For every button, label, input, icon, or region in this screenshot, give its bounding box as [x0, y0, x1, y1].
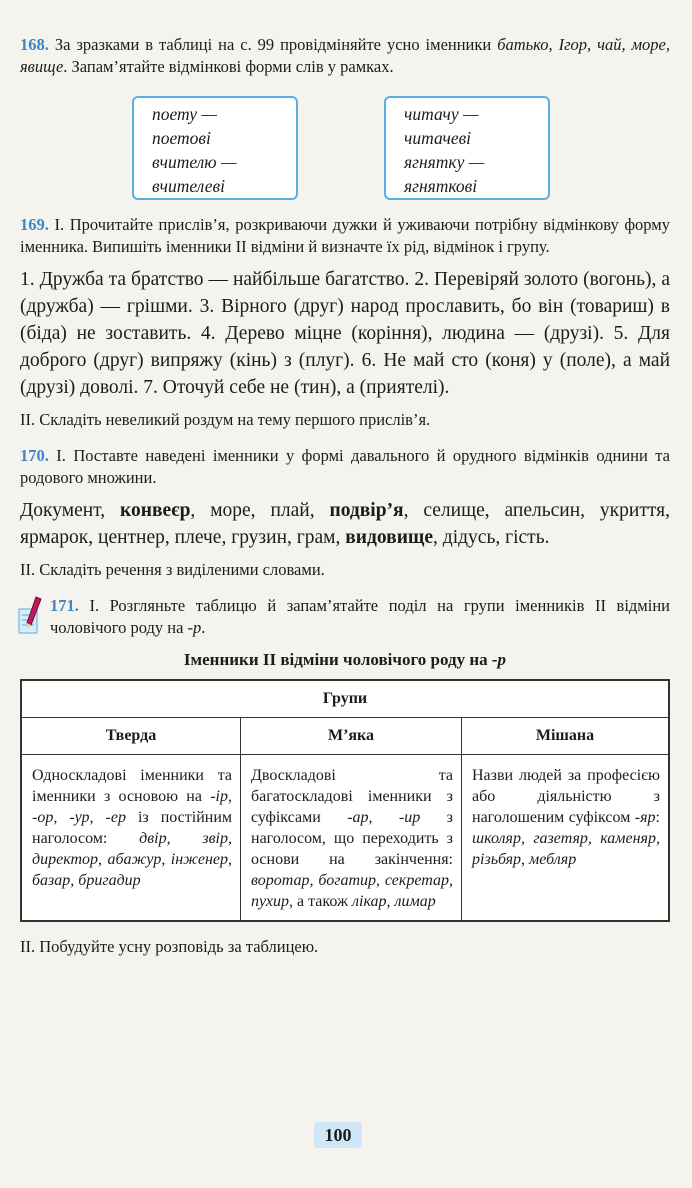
textbook-page: [20, 34, 670, 958]
table-row: [21, 680, 669, 718]
nouns-text: Документ, конвеєр, море, плай, подвір’я, селище, апельсин, укриття, ярмарок, центнер, плече, грузин, грам, видовище, дідусь, гість.: [20, 500, 670, 548]
column-header: М’яка: [241, 718, 462, 755]
noun-groups-table: [20, 679, 670, 922]
table-cell-soft: Двоскладові та багатоскладові іменники з суфіксами -ар, -ир з наголосом, що переходить з основи на закінчення: воротар, богатир, секретар, пухир, а також лікар, лимар: [241, 755, 462, 922]
proverbs-text: 1. Дружба та братство — найбільше багатство. 2. Перевіряй золото (вогонь), а (дружба) — грішми. 3. Вірного (друг) народ прославить, бо він (товариш) в (біда) не зоставить. 4. Дерево міцне (коріння), людина — (друзі). 5. Для доброго (друг) випряжу (кінь) з (плуг). 6. Не май сто (коня) у (поле), а май (друзі) доволі. 7. Оточуй себе не (тин), а (приятелі).: [20, 269, 670, 398]
word-frame-2: читачу — читачеві ягнятку — ягняткові: [384, 96, 550, 200]
exercise-170: 170. І. Поставте наведені іменники у формі давального й орудного відмінків однини та родового множини.: [20, 446, 670, 487]
exercise-170-task-2: ІІ. Складіть речення з виділеними словами.: [20, 560, 325, 579]
exercise-number: 170.: [20, 446, 49, 465]
exercise-169-task-2: ІІ. Складіть невеликий роздум на тему першого прислів’я.: [20, 410, 431, 429]
column-header: Тверда: [21, 718, 241, 755]
table-row: [21, 718, 669, 755]
exercise-number: 169.: [20, 215, 49, 234]
exercise-number: 171.: [50, 596, 79, 615]
word-frame-1: поету — поетові вчителю — вчителеві: [132, 96, 298, 200]
table-group-header: Групи: [21, 680, 669, 718]
page-number: 100: [314, 1122, 362, 1148]
exercise-168: 168. За зразками в таблиці на с. 99 провідміняйте усно іменники батько, Ігор, чай, море, явище. Запам’ятайте відмінкові форми слів у рамках.: [20, 35, 670, 76]
exercise-171-task-2: ІІ. Побудуйте усну розповідь за таблицею.: [20, 937, 319, 956]
table-cell-hard: Односкладові іменники та іменники з основою на -ір, -ор, -ур, -ер із постійним наголосом: двір, звір, директор, абажур, інженер, базар, бригадир: [21, 755, 241, 922]
table-row: [21, 755, 669, 922]
exercise-number: 168.: [20, 35, 49, 54]
column-header: Мішана: [462, 718, 670, 755]
pencil-icon: [18, 595, 44, 635]
exercise-169: 169. І. Прочитайте прислів’я, розкриваючи дужки й уживаючи потрібну відмінкову форму іменника. Випишіть іменники ІІ відміни й визначте їх рід, відмінок і групу.: [20, 215, 670, 256]
table-cell-mixed: Назви людей за професією або діяльністю з наголошеним суфіксом -яр: школяр, газетяр, каменяр, різьбяр, мебляр: [462, 755, 670, 922]
word-frames: [20, 96, 670, 214]
table-title: Іменники ІІ відміни чоловічого роду на -р: [183, 650, 507, 669]
exercise-171: 171. І. Розгляньте таблицю й запам’ятайте поділ на групи іменників ІІ відміни чоловічого роду на -р.: [20, 595, 670, 639]
nouns-list: батько, Ігор, чай, море, явище: [20, 35, 670, 76]
